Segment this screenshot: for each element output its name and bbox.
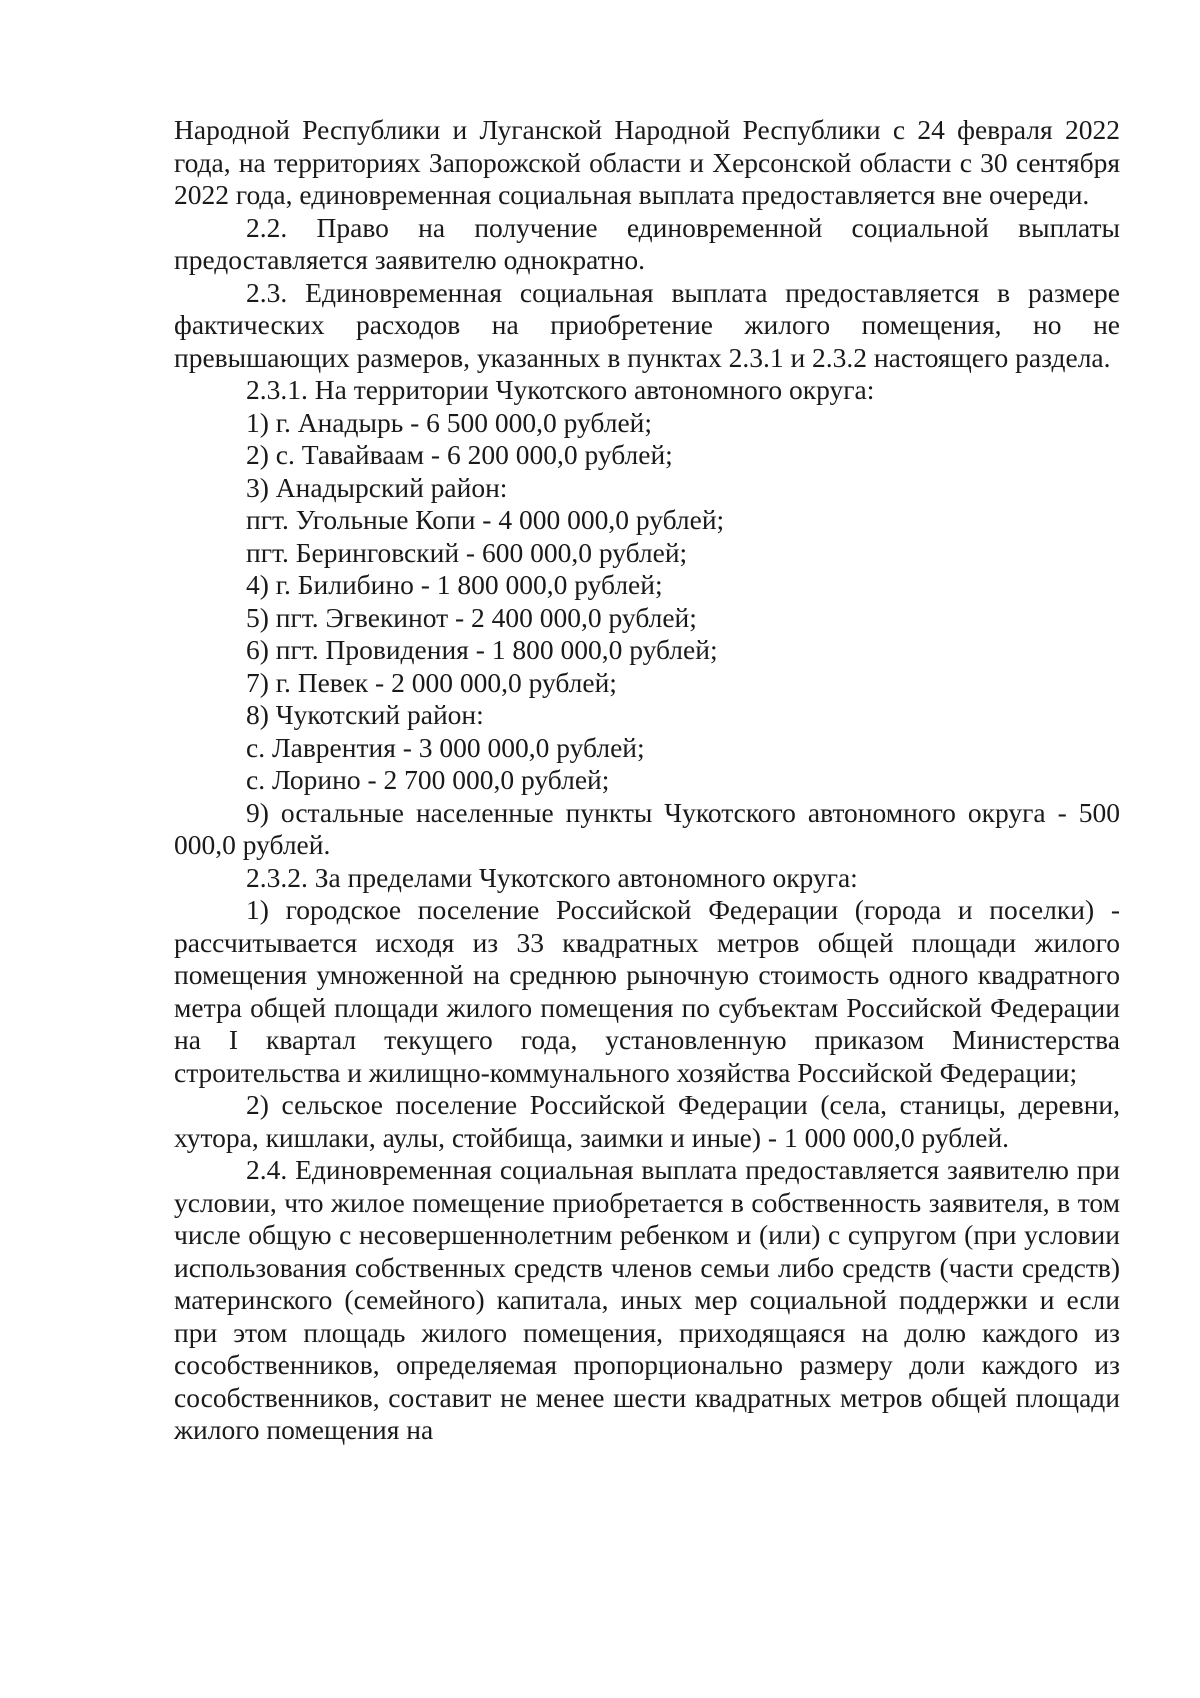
- paragraph-2-2: 2.2. Право на получение единовременной социальной выплаты предоставляется заявителю однократно.: [174, 211, 1120, 275]
- paragraph-2-3-1: 2.3.1. На территории Чукотского автономного округа:: [246, 374, 875, 405]
- list-item-anadyr: 1) г. Анадырь - 6 500 000,0 рублей;: [246, 406, 653, 438]
- list-item-lavrentiya: с. Лаврентия - 3 000 000,0 рублей;: [246, 731, 645, 763]
- paragraph-2-4: 2.4. Единовременная социальная выплата предоставляется заявителю при условии, что жилое помещение приобретается в собственность заявителя, в том числе общую с несовершеннолетним ребенком и (или) с супругом (при условии использования собственных средств членов семьи либо средств (части средств) материнского (семейного) капитала, иных мер социальной поддержки и если при этом площадь жилого помещения, приходящаяся на долю каждого из сособственников, определяемая пропорционально размеру доли каждого из сособственников, составит не менее шести квадратных метров общей площади жилого помещения на: [174, 1154, 1120, 1445]
- list-item-lorino: с. Лорино - 2 700 000,0 рублей;: [246, 764, 610, 795]
- paragraph-2-3: 2.3. Единовременная социальная выплата предоставляется в размере фактических расходов на приобретение жилого помещения, но не превышающих размеров, указанных в пунктах 2.3.1 и 2.3.2 настоящего раздела.: [174, 276, 1120, 373]
- list-item-provideniya: 6) пгт. Провидения - 1 800 000,0 рублей;: [246, 634, 718, 665]
- list-item-beringovsky: пгт. Беринговский - 600 000,0 рублей;: [246, 536, 688, 568]
- list-item-anadyr-district: 3) Анадырский район:: [246, 471, 508, 503]
- list-item-pevek: 7) г. Певек - 2 000 000,0 рублей;: [246, 666, 617, 698]
- list-item-chukotsky-district: 8) Чукотский район:: [246, 699, 484, 730]
- paragraph-continuation: Народной Республики и Луганской Народной Республики с 24 февраля 2022 года, на территориях Запорожской области и Херсонской области с 30 сентября 2022 года, единовременная социальная выплата предоставляется вне очереди.: [174, 114, 1120, 210]
- list-item-urban-settlement: 1) городское поселение Российской Федерации (города и поселки) - рассчитывается исходя из 33 квадратных метров общей площади жилого помещения умноженной на среднюю рыночную стоимость одного квадратного метра общей площади жилого помещения по субъектам Российской Федерации на I квартал текущего года, установленную приказом Министерства строительства и жилищно-коммунального хозяйства Российской Федерации;: [174, 894, 1120, 1088]
- list-item-bilibino: 4) г. Билибино - 1 800 000,0 рублей;: [246, 569, 663, 600]
- list-item-egvekinot: 5) пгт. Эгвекинот - 2 400 000,0 рублей;: [246, 601, 697, 633]
- document-body: [174, 114, 1120, 1447]
- list-item-other-settlements: 9) остальные населенные пункты Чукотского автономного округа - 500 000,0 рублей.: [174, 796, 1120, 860]
- list-item-ugolnye-kopi: пгт. Угольные Копи - 4 000 000,0 рублей;: [246, 504, 725, 535]
- paragraph-2-3-2: 2.3.2. За пределами Чукотского автономного округа:: [246, 861, 858, 893]
- list-item-rural-settlement: 2) сельское поселение Российской Федерации (села, станицы, деревни, хутора, кишлаки, аулы, стойбища, заимки и иные) - 1 000 000,0 рублей.: [174, 1089, 1120, 1153]
- list-item-tavaivaam: 2) с. Тавайваам - 6 200 000,0 рублей;: [246, 439, 673, 470]
